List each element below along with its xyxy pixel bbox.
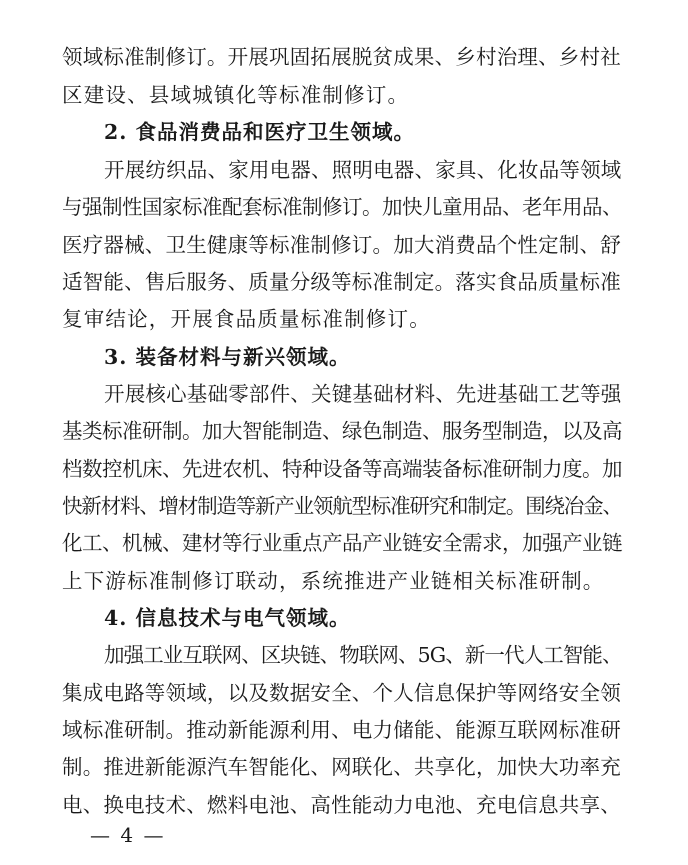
text-line: 领域标准制修订。开展巩固拓展脱贫成果、乡村治理、乡村社 [62, 45, 621, 69]
page-number: — 4 — [90, 823, 166, 847]
section-heading: 2. 食品消费品和医疗卫生领域。 [104, 120, 416, 144]
text-line: 与强制性国家标准配套标准制修订。加快儿童用品、老年用品、 [62, 195, 622, 219]
text-line: 快新材料、增材制造等新产业领航型标准研究和制定。围绕冶金、 [62, 494, 622, 518]
text-line: 电、换电技术、燃料电池、高性能动力电池、充电信息共享、 [62, 793, 621, 817]
text-line: 档数控机床、先进农机、特种设备等高端装备标准研制力度。加 [62, 457, 622, 481]
text-line: 基类标准研制。加大智能制造、绿色制造、服务型制造，以及高 [62, 419, 622, 443]
text-line: 域标准研制。推动新能源利用、电力储能、能源互联网标准研 [62, 718, 621, 742]
section-heading: 3. 装备材料与新兴领域。 [104, 345, 351, 369]
text-line: 适智能、售后服务、质量分级等标准制定。落实食品质量标准 [62, 270, 621, 294]
paragraph-first-line: 开展核心基础零部件、关键基础材料、先进基础工艺等强 [104, 382, 622, 406]
section-heading: 4. 信息技术与电气领域。 [104, 606, 351, 630]
text-line: 医疗器械、卫生健康等标准制修订。加大消费品个性定制、舒 [62, 233, 621, 257]
text-line: 集成电路等领域，以及数据安全、个人信息保护等网络安全领 [62, 681, 621, 705]
text-line: 上下游标准制修订联动，系统推进产业链相关标准研制。 [62, 569, 605, 593]
text-line: 区建设、县域城镇化等标准制修订。 [62, 83, 410, 107]
paragraph-first-line: 加强工业互联网、区块链、物联网、5G、新一代人工智能、 [104, 643, 622, 667]
text-line: 复审结论，开展食品质量标准制修订。 [62, 307, 431, 331]
paragraph-first-line: 开展纺织品、家用电器、照明电器、家具、化妆品等领域 [104, 158, 622, 182]
text-line: 制。推进新能源汽车智能化、网联化、共享化，加快大功率充 [62, 755, 621, 779]
text-line: 化工、机械、建材等行业重点产品产业链安全需求，加强产业链 [62, 531, 622, 555]
